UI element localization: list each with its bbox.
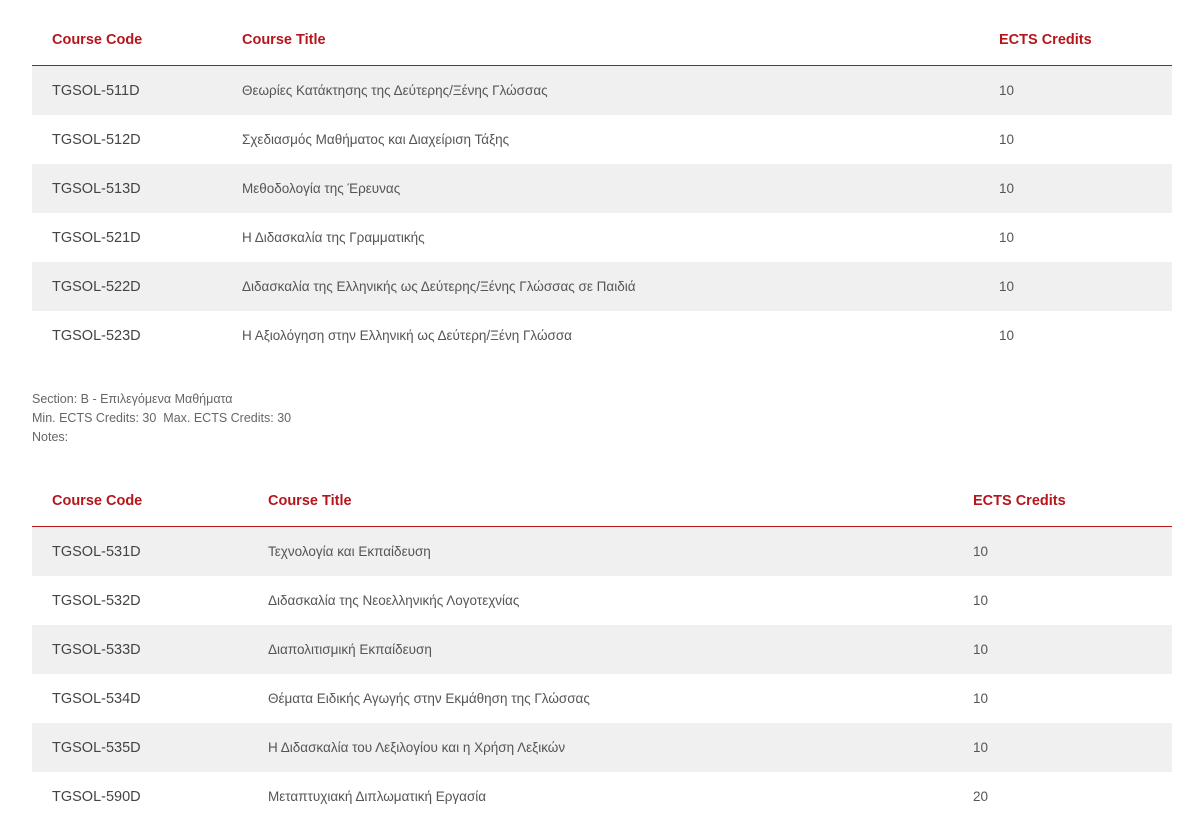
table-row: [32, 115, 1172, 164]
courses-table-section-b: [32, 476, 1172, 821]
ects-credits-cell: 20: [973, 789, 989, 804]
courses-table-section-a: [32, 15, 1172, 360]
course-title-cell: Διδασκαλία της Ελληνικής ως Δεύτερης/Ξένης Γλώσσας σε Παιδιά: [222, 262, 979, 311]
course-code-cell: TGSOL-531D: [32, 527, 248, 577]
course-title-cell: Διαπολιτισμική Εκπαίδευση: [248, 625, 953, 674]
ects-credits-cell: 10: [973, 691, 989, 706]
table-header-row: [32, 476, 1172, 527]
table-row: [32, 723, 1172, 772]
ects-credits-cell: 10: [953, 723, 1172, 772]
table-row: [32, 164, 1172, 213]
ects-credits-cell: 10: [979, 164, 1172, 213]
ects-credits-cell: 10: [999, 230, 1015, 245]
course-code-cell: TGSOL-534D: [52, 690, 141, 707]
ects-credits-cell: 10: [999, 328, 1015, 343]
section-notes: Notes:: [32, 430, 69, 444]
column-header-course-code[interactable]: Course Code: [32, 15, 222, 66]
ects-credits-cell: 10: [999, 132, 1015, 147]
course-title-cell: Σχεδιασμός Μαθήματος και Διαχείριση Τάξης: [242, 132, 510, 147]
table-row: [32, 674, 1172, 723]
course-code-cell: TGSOL-532D: [52, 592, 141, 609]
course-title-cell: Τεχνολογία και Εκπαίδευση: [248, 527, 953, 577]
course-title-cell: Θέματα Ειδικής Αγωγής στην Εκμάθηση της Γλώσσας: [268, 691, 590, 706]
course-code-cell: TGSOL-535D: [32, 723, 248, 772]
ects-credits-cell: 10: [953, 625, 1172, 674]
table-row: [32, 772, 1172, 821]
column-header-ects-credits[interactable]: ECTS Credits: [953, 476, 1172, 527]
course-code-cell: TGSOL-512D: [52, 131, 141, 148]
course-title-cell: Διδασκαλία της Νεοελληνικής Λογοτεχνίας: [268, 593, 520, 608]
table-row: [32, 311, 1172, 360]
table-row: [32, 213, 1172, 262]
column-header-ects-credits[interactable]: ECTS Credits: [979, 15, 1172, 66]
section-credits-range: Min. ECTS Credits: 30 Max. ECTS Credits: 30: [32, 411, 292, 425]
course-title-cell: Η Αξιολόγηση στην Ελληνική ως Δεύτερη/Ξένη Γλώσσα: [242, 328, 572, 343]
column-header-course-code[interactable]: Course Code: [32, 476, 248, 527]
course-code-cell: TGSOL-590D: [52, 788, 141, 805]
ects-credits-cell: 10: [979, 66, 1172, 116]
ects-credits-cell: 10: [973, 593, 989, 608]
course-title-cell: Η Διδασκαλία του Λεξιλογίου και η Χρήση Λεξικών: [248, 723, 953, 772]
table-row: [32, 66, 1172, 116]
ects-credits-cell: 10: [953, 527, 1172, 577]
course-title-cell: Θεωρίες Κατάκτησης της Δεύτερης/Ξένης Γλώσσας: [222, 66, 979, 116]
course-code-cell: TGSOL-523D: [52, 327, 141, 344]
ects-credits-cell: 10: [979, 262, 1172, 311]
course-code-cell: TGSOL-533D: [32, 625, 248, 674]
course-title-cell: Μεταπτυχιακή Διπλωματική Εργασία: [268, 789, 487, 804]
column-header-course-title[interactable]: Course Title: [248, 476, 953, 527]
course-title-cell: Η Διδασκαλία της Γραμματικής: [242, 230, 425, 245]
course-code-cell: TGSOL-513D: [32, 164, 222, 213]
section-name: Section: B - Επιλεγόμενα Μαθήματα: [32, 392, 233, 406]
table-header-row: [32, 15, 1172, 66]
table-row: [32, 576, 1172, 625]
table-row: [32, 262, 1172, 311]
table-row: [32, 527, 1172, 577]
table-row: [32, 625, 1172, 674]
course-code-cell: TGSOL-511D: [32, 66, 222, 116]
course-code-cell: TGSOL-522D: [32, 262, 222, 311]
course-code-cell: TGSOL-521D: [52, 229, 141, 246]
section-info: [32, 390, 291, 447]
course-title-cell: Μεθοδολογία της Έρευνας: [222, 164, 979, 213]
column-header-course-title[interactable]: Course Title: [222, 15, 979, 66]
